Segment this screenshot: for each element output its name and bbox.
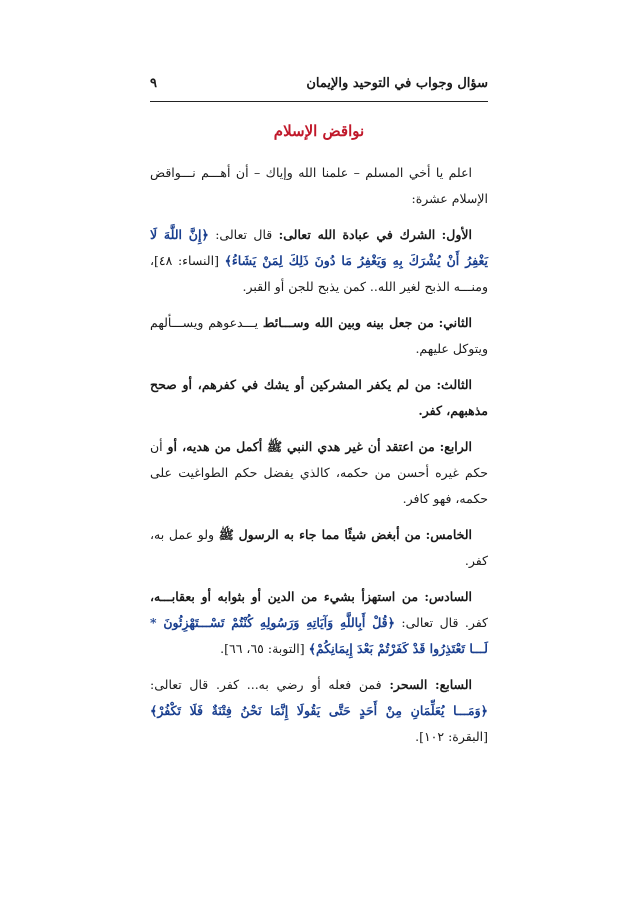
quran-verse: ﴿وَمَـــا يُعَلِّمَانِ مِنْ أَحَدٍ حَتَّى يَقُولَا إِنَّمَا نَحْنُ فِتْنَةٌ فَلَا تَكْفُرْ﴾ <box>150 703 488 718</box>
item-label: الثاني: <box>438 315 473 330</box>
item-lead: كفر. قال تعالى: <box>401 615 488 630</box>
running-header <box>150 76 488 91</box>
book-title: سؤال وجواب في التوحيد والإيمان <box>306 76 488 91</box>
quran-verse: ﴿إِنَّ اللَّهَ لَا يَغْفِرُ أَنْ يُشْرَكَ بِهِ وَيَغْفِرُ مَا دُونَ ذَلِكَ لِمَنْ يَشَاءُ﴾ <box>150 227 488 268</box>
item-3 <box>150 372 488 424</box>
item-2 <box>150 310 488 362</box>
item-heading: السحر: <box>389 677 428 692</box>
item-lead: قال تعالى: <box>215 227 273 242</box>
item-6 <box>150 584 488 662</box>
item-heading: من استهزأ بشيء من الدين أو بثوابه أو بعقابـــه، <box>150 589 419 604</box>
section-title: نواقض الإسلام <box>273 122 365 140</box>
salawat-glyph: ﷺ <box>267 439 283 454</box>
item-heading-continued: أكمل من هديه، أو <box>167 439 263 454</box>
header-rule <box>150 101 488 102</box>
item-text: أن حكم غيره أحسن من حكمه، كالذي يفضل حكم الطواغيت على حكمه، فهو كافر. <box>150 439 488 506</box>
item-label: الأول: <box>441 227 472 242</box>
item-heading: من جعل بينه وبين الله وســـائط <box>262 315 434 330</box>
item-label: السابع: <box>435 677 472 692</box>
item-5 <box>150 522 488 574</box>
item-lead: فمن فعله أو رضي به... كفر. قال تعالى: <box>150 677 382 692</box>
item-text: يـــدعوهم ويســـألهم ويتوكل عليهم. <box>150 315 488 356</box>
verse-reference: [البقرة: ١٠٢]. <box>415 729 488 744</box>
item-label: الخامس: <box>425 527 472 542</box>
item-label: الثالث: <box>436 377 472 392</box>
item-1 <box>150 222 488 300</box>
body-text <box>150 160 488 760</box>
intro-paragraph: اعلم يا أخي المسلم – علمنا الله وإياك – أن أهـــم نـــواقض الإسلام عشرة: <box>150 165 488 206</box>
item-label: الرابع: <box>439 439 472 454</box>
item-heading: من اعتقد أن غير هدي النبي <box>286 439 435 454</box>
page-number: ٩ <box>150 76 157 91</box>
salawat-glyph: ﷺ <box>218 527 234 542</box>
item-text: ولو عمل به، كفر. <box>150 527 488 568</box>
item-4 <box>150 434 488 512</box>
verse-reference: [التوبة: ٦٥، ٦٦]. <box>220 641 305 656</box>
item-text: ومنـــه الذبح لغير الله.. كمن يذبح للجن أو القبر. <box>242 279 488 294</box>
item-heading: من لم يكفر المشركين أو يشك في كفرهم، أو صحح مذهبهم، كفر. <box>150 377 488 418</box>
verse-reference: [النساء: ٤٨]، <box>150 253 219 268</box>
item-heading: من أبغض شيئًا مما جاء به الرسول <box>238 527 421 542</box>
item-7 <box>150 672 488 750</box>
item-heading: الشرك في عبادة الله تعالى: <box>278 227 436 242</box>
quran-verse: ﴿قُلْ أَبِاللَّهِ وَآيَاتِهِ وَرَسُولِهِ كُنْتُمْ تَسْـــتَهْزِئُونَ * لَـــا تَعْتَذِرُوا قَدْ كَفَرْتُمْ بَعْدَ إِيمَانِكُمْ﴾ <box>150 615 488 656</box>
item-label: السادس: <box>424 589 472 604</box>
